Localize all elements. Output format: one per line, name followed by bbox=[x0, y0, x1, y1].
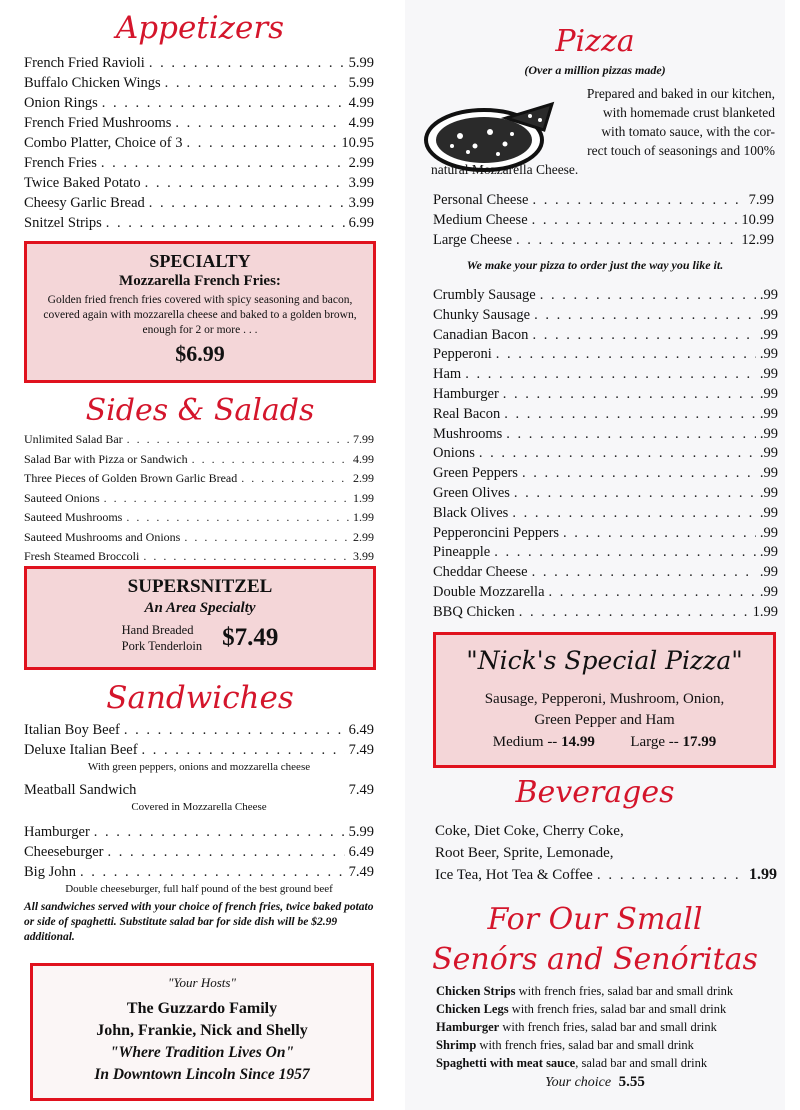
leader-dots bbox=[504, 405, 756, 425]
item-name: Pepperoncini Peppers bbox=[433, 524, 560, 541]
list-item bbox=[24, 842, 374, 862]
item-price: 4.99 bbox=[348, 115, 374, 131]
leader-dots bbox=[534, 306, 756, 326]
pizza-desc-line: Prepared and baked in our kitchen, bbox=[586, 86, 775, 101]
list-item bbox=[433, 504, 778, 524]
beverages-line3: Ice Tea, Hot Tea & Coffee bbox=[435, 867, 593, 883]
item-price: 3.99 bbox=[348, 175, 374, 191]
list-item bbox=[24, 780, 374, 800]
hosts-tagline: "Where Tradition Lives On" bbox=[109, 1044, 295, 1061]
beverages-title: Beverages bbox=[515, 775, 675, 810]
pizza-subtitle: (Over a million pizzas made) bbox=[524, 63, 666, 77]
item-price: .99 bbox=[759, 366, 778, 383]
item-name: Sauteed Mushrooms bbox=[24, 510, 123, 524]
list-item bbox=[24, 489, 374, 509]
list-item bbox=[433, 210, 774, 230]
list-item bbox=[24, 740, 374, 760]
list-item bbox=[24, 450, 374, 470]
item-note: Double cheeseburger, full half pound of the best ground beef bbox=[65, 883, 333, 895]
item-name: Onion Rings bbox=[24, 95, 98, 111]
list-item bbox=[24, 53, 374, 73]
leader-dots bbox=[479, 444, 756, 464]
leader-dots bbox=[107, 842, 344, 862]
list-item bbox=[433, 425, 778, 445]
supersnitzel-box bbox=[24, 566, 376, 670]
leader-dots bbox=[532, 563, 756, 583]
leader-dots bbox=[506, 425, 756, 445]
item-name: Deluxe Italian Beef bbox=[24, 742, 138, 758]
pizza-desc-line: with homemade crust blanketed bbox=[602, 105, 775, 120]
leader-dots bbox=[563, 524, 756, 544]
leader-dots bbox=[80, 862, 345, 882]
supersnitzel-desc bbox=[122, 622, 202, 654]
kids-item-name: Chicken Strips bbox=[436, 984, 516, 998]
leader-dots bbox=[494, 543, 756, 563]
supersnitzel-price: $7.49 bbox=[222, 624, 279, 651]
item-name: Salad Bar with Pizza or Sandwich bbox=[24, 451, 188, 466]
leader-dots bbox=[142, 740, 345, 760]
large-label: Large -- bbox=[630, 734, 679, 750]
leader-dots bbox=[532, 326, 755, 346]
leader-dots bbox=[102, 93, 345, 113]
appetizers-title: Appetizers bbox=[115, 10, 285, 46]
pizza-title: Pizza bbox=[555, 24, 635, 59]
specialty-price: $6.99 bbox=[175, 341, 225, 366]
leader-dots bbox=[514, 484, 756, 504]
leader-dots bbox=[175, 113, 344, 133]
right-column bbox=[405, 0, 785, 1110]
list-item bbox=[433, 306, 778, 326]
leader-dots bbox=[149, 53, 345, 73]
supersnitzel-line2: Pork Tenderloin bbox=[121, 639, 203, 653]
item-name: Green Peppers bbox=[433, 465, 518, 482]
item-price: .99 bbox=[759, 385, 778, 402]
leader-dots bbox=[532, 190, 744, 210]
beverages-line1: Coke, Diet Coke, Cherry Coke, bbox=[435, 823, 624, 839]
item-price: .99 bbox=[759, 465, 778, 482]
item-price: .99 bbox=[759, 425, 778, 442]
list-item bbox=[24, 193, 374, 213]
list-item bbox=[24, 93, 374, 113]
leader-dots bbox=[165, 73, 345, 93]
item-name: Medium Cheese bbox=[433, 212, 528, 228]
list-item bbox=[436, 1036, 781, 1054]
leader-dots bbox=[540, 286, 756, 306]
sandwiches-footnote: All sandwiches served with your choice of french fries, twice baked potato or side of spaghetti. Substitute salad bar for side dish will be $2.99 additional. bbox=[24, 901, 374, 943]
item-price: 5.99 bbox=[348, 824, 374, 840]
item-name: Twice Baked Potato bbox=[24, 175, 141, 191]
item-name: Chunky Sausage bbox=[433, 306, 531, 323]
leader-dots bbox=[522, 464, 756, 484]
sides-title: Sides & Salads bbox=[85, 393, 315, 428]
sandwiches-title: Sandwiches bbox=[106, 680, 294, 716]
item-name: Green Olives bbox=[433, 484, 510, 501]
leader-dots bbox=[127, 430, 349, 450]
item-price: .99 bbox=[759, 346, 778, 363]
leader-dots bbox=[503, 385, 756, 405]
item-name: Sauteed Onions bbox=[24, 490, 100, 505]
list-item bbox=[24, 73, 374, 93]
leader-dots bbox=[549, 583, 756, 603]
leader-dots bbox=[149, 193, 345, 213]
item-name: BBQ Chicken bbox=[433, 603, 515, 620]
leader-dots bbox=[104, 489, 349, 509]
item-name: Snitzel Strips bbox=[24, 215, 102, 231]
item-name: Real Bacon bbox=[433, 405, 501, 422]
item-name: French Fries bbox=[24, 155, 97, 171]
beverages-line2: Root Beer, Sprite, Lemonade, bbox=[435, 845, 614, 861]
list-item bbox=[433, 543, 778, 563]
list-item bbox=[433, 365, 778, 385]
item-name: Pineapple bbox=[433, 544, 491, 561]
leader-dots bbox=[184, 528, 349, 548]
kids-item-desc: with french fries, salad bar and small drink bbox=[476, 1038, 694, 1052]
list-item bbox=[433, 326, 778, 346]
supersnitzel-line1: Hand Breaded bbox=[121, 623, 194, 637]
list-item bbox=[24, 133, 374, 153]
leader-dots bbox=[519, 603, 749, 623]
kids-choice bbox=[405, 1074, 785, 1091]
beverages-list bbox=[435, 820, 777, 886]
item-name: Buffalo Chicken Wings bbox=[24, 75, 161, 91]
leader-dots bbox=[597, 864, 745, 886]
item-price: 6.49 bbox=[348, 844, 374, 860]
sides-list bbox=[24, 430, 374, 567]
item-price: 12.99 bbox=[741, 232, 774, 248]
leader-dots bbox=[94, 822, 345, 842]
pizza-order-note: We make your pizza to order just the way you like it. bbox=[466, 258, 724, 272]
item-price: 4.99 bbox=[348, 95, 374, 111]
list-item bbox=[433, 484, 778, 504]
hosts-since: In Downtown Lincoln Since 1957 bbox=[94, 1066, 310, 1083]
appetizers-list bbox=[24, 53, 374, 233]
list-item bbox=[24, 862, 374, 882]
item-price: 2.99 bbox=[353, 471, 374, 485]
item-price: 7.49 bbox=[348, 864, 374, 880]
leader-dots bbox=[496, 345, 756, 365]
list-item bbox=[24, 822, 374, 842]
list-item bbox=[433, 444, 778, 464]
item-price: 1.99 bbox=[353, 490, 374, 505]
list-item bbox=[433, 524, 778, 544]
nicks-special-box bbox=[433, 632, 776, 768]
supersnitzel-heading: SUPERSNITZEL bbox=[127, 576, 273, 597]
list-item bbox=[433, 345, 778, 365]
leader-dots bbox=[187, 133, 338, 153]
item-price: .99 bbox=[759, 287, 778, 303]
list-item bbox=[24, 173, 374, 193]
item-price: 4.99 bbox=[353, 451, 374, 466]
item-name: Cheddar Cheese bbox=[433, 564, 528, 581]
item-name: Combo Platter, Choice of 3 bbox=[24, 135, 183, 151]
leader-dots bbox=[516, 230, 737, 250]
item-name: Hamburger bbox=[24, 824, 90, 840]
hosts-label: "Your Hosts" bbox=[168, 975, 236, 990]
list-item bbox=[436, 1054, 781, 1072]
kids-item-desc: with french fries, salad bar and small drink bbox=[508, 1002, 727, 1016]
item-price: .99 bbox=[759, 405, 778, 422]
item-price: .99 bbox=[759, 583, 778, 600]
kids-title bbox=[405, 900, 785, 980]
item-name: Ham bbox=[433, 366, 462, 383]
leader-dots bbox=[241, 469, 349, 489]
item-price: 3.99 bbox=[348, 195, 374, 211]
list-item bbox=[24, 153, 374, 173]
pizza-description bbox=[555, 84, 775, 160]
kids-list bbox=[436, 982, 781, 1072]
list-item bbox=[436, 1000, 781, 1018]
item-name: French Fried Mushrooms bbox=[24, 115, 172, 131]
pizza-desc-line: with tomato sauce, with the cor- bbox=[601, 124, 775, 139]
leader-dots bbox=[145, 173, 345, 193]
list-item bbox=[433, 405, 778, 425]
pizza-desc-line: natural Mozzarella Cheese. bbox=[431, 162, 579, 177]
leader-dots bbox=[532, 210, 738, 230]
kids-item-desc: with french fries, salad bar and small drink bbox=[515, 984, 734, 998]
item-price: 5.99 bbox=[348, 55, 374, 71]
hosts-names: John, Frankie, Nick and Shelly bbox=[96, 1022, 308, 1039]
nicks-special-line1: Sausage, Pepperoni, Mushroom, Onion, bbox=[484, 691, 725, 707]
list-item bbox=[436, 1018, 781, 1036]
item-name: Italian Boy Beef bbox=[24, 722, 120, 738]
list-item bbox=[24, 508, 374, 528]
pizza-sizes bbox=[433, 190, 774, 250]
list-item bbox=[24, 113, 374, 133]
item-price: 6.99 bbox=[348, 215, 374, 231]
hosts-box bbox=[30, 963, 374, 1101]
list-item bbox=[436, 982, 781, 1000]
item-name: Personal Cheese bbox=[433, 192, 529, 208]
leader-dots bbox=[192, 450, 349, 470]
item-note: With green peppers, onions and mozzarella cheese bbox=[87, 761, 311, 773]
item-name: Large Cheese bbox=[433, 232, 513, 248]
item-name: Unlimited Salad Bar bbox=[24, 432, 123, 446]
item-name: Onions bbox=[433, 445, 475, 462]
item-name: French Fried Ravioli bbox=[24, 55, 145, 71]
list-item bbox=[24, 528, 374, 548]
item-price: .99 bbox=[759, 484, 778, 501]
specialty-description: Golden fried french fries covered with spicy seasoning and bacon, covered again with mozzarella cheese and baked to a golden brown, enough for 2 or more . . . bbox=[43, 294, 357, 336]
nicks-special-line2: Green Pepper and Ham bbox=[534, 712, 675, 728]
leader-dots bbox=[512, 504, 756, 524]
item-name: Mushrooms bbox=[433, 425, 503, 442]
item-price: 6.49 bbox=[348, 722, 374, 738]
item-name: Crumbly Sausage bbox=[433, 287, 536, 303]
item-price: .99 bbox=[759, 306, 778, 323]
leader-dots bbox=[106, 213, 345, 233]
specialty-heading: SPECIALTY bbox=[149, 251, 251, 271]
list-item bbox=[24, 430, 374, 450]
kids-item-desc: with french fries, salad bar and small drink bbox=[499, 1020, 717, 1034]
kids-title-line1: For Our Small bbox=[487, 902, 703, 937]
item-price: .99 bbox=[759, 564, 778, 581]
item-name: Meatball Sandwich bbox=[24, 782, 137, 798]
item-price: .99 bbox=[759, 445, 778, 462]
item-name: Cheesy Garlic Bread bbox=[24, 195, 145, 211]
kids-item-name: Spaghetti with meat sauce bbox=[436, 1056, 576, 1070]
supersnitzel-detail bbox=[35, 622, 365, 654]
list-item bbox=[433, 230, 774, 250]
leader-dots bbox=[126, 508, 349, 528]
item-name: Pepperoni bbox=[433, 346, 492, 363]
kids-choice-price: 5.55 bbox=[618, 1074, 645, 1090]
sandwiches-list bbox=[24, 720, 374, 896]
list-item bbox=[433, 286, 778, 306]
kids-item-name: Chicken Legs bbox=[436, 1002, 509, 1016]
item-name: Three Pieces of Golden Brown Garlic Bread bbox=[24, 471, 238, 485]
item-name: Double Mozzarella bbox=[433, 583, 545, 600]
item-price: .99 bbox=[759, 504, 778, 521]
leader-dots bbox=[143, 547, 349, 567]
nicks-special-title: "Nick's Special Pizza" bbox=[466, 646, 743, 675]
list-item bbox=[433, 190, 774, 210]
specialty-box bbox=[24, 241, 376, 383]
item-name: Canadian Bacon bbox=[433, 326, 529, 343]
list-item bbox=[24, 469, 374, 489]
item-name: Cheeseburger bbox=[24, 844, 104, 860]
kids-item-name: Hamburger bbox=[436, 1020, 500, 1034]
item-price: 2.99 bbox=[353, 529, 374, 544]
item-price: 2.99 bbox=[348, 155, 374, 171]
item-price: 7.49 bbox=[348, 742, 374, 758]
beverages-price: 1.99 bbox=[749, 866, 777, 883]
item-price: 7.99 bbox=[353, 432, 374, 446]
item-note: Covered in Mozzarella Cheese bbox=[131, 801, 267, 813]
medium-label: Medium -- bbox=[492, 734, 558, 750]
item-price: 1.99 bbox=[353, 510, 374, 524]
pizza-desc-line: rect touch of seasonings and 100% bbox=[587, 143, 775, 158]
specialty-subheading: Mozzarella French Fries: bbox=[119, 273, 281, 289]
list-item bbox=[433, 385, 778, 405]
leader-dots bbox=[465, 365, 756, 385]
kids-item-desc: , salad bar and small drink bbox=[575, 1056, 708, 1070]
kids-item-name: Shrimp bbox=[436, 1038, 477, 1052]
supersnitzel-subheading: An Area Specialty bbox=[144, 600, 256, 616]
item-price: .99 bbox=[759, 326, 778, 343]
item-price: .99 bbox=[759, 544, 778, 561]
pizza-toppings bbox=[433, 286, 778, 623]
item-price: 3.99 bbox=[353, 549, 374, 563]
item-price: .99 bbox=[759, 524, 778, 541]
kids-title-line2: Senórs and Senóritas bbox=[432, 942, 758, 977]
item-price: 7.49 bbox=[348, 782, 374, 798]
kids-choice-label: Your choice bbox=[545, 1075, 612, 1090]
item-name: Sauteed Mushrooms and Onions bbox=[24, 529, 181, 544]
item-name: Big John bbox=[24, 864, 76, 880]
item-price: 10.99 bbox=[741, 212, 774, 228]
item-price: 10.95 bbox=[341, 135, 374, 151]
leader-dots bbox=[101, 153, 345, 173]
list-item bbox=[24, 213, 374, 233]
item-price: 1.99 bbox=[752, 603, 778, 620]
list-item bbox=[433, 464, 778, 484]
item-name: Black Olives bbox=[433, 504, 509, 521]
leader-dots bbox=[124, 720, 345, 740]
large-price: 17.99 bbox=[682, 734, 717, 750]
item-name: Hamburger bbox=[433, 385, 499, 402]
list-item bbox=[24, 547, 374, 567]
beverages-row bbox=[435, 864, 777, 886]
list-item bbox=[433, 563, 778, 583]
list-item bbox=[433, 603, 778, 623]
item-price: 7.99 bbox=[748, 192, 774, 208]
item-name: Fresh Steamed Broccoli bbox=[24, 549, 140, 563]
nicks-special-prices bbox=[442, 731, 767, 753]
item-price: 5.99 bbox=[348, 75, 374, 91]
list-item bbox=[24, 720, 374, 740]
hosts-family: The Guzzardo Family bbox=[126, 1000, 278, 1017]
list-item bbox=[433, 583, 778, 603]
medium-price: 14.99 bbox=[561, 734, 595, 750]
